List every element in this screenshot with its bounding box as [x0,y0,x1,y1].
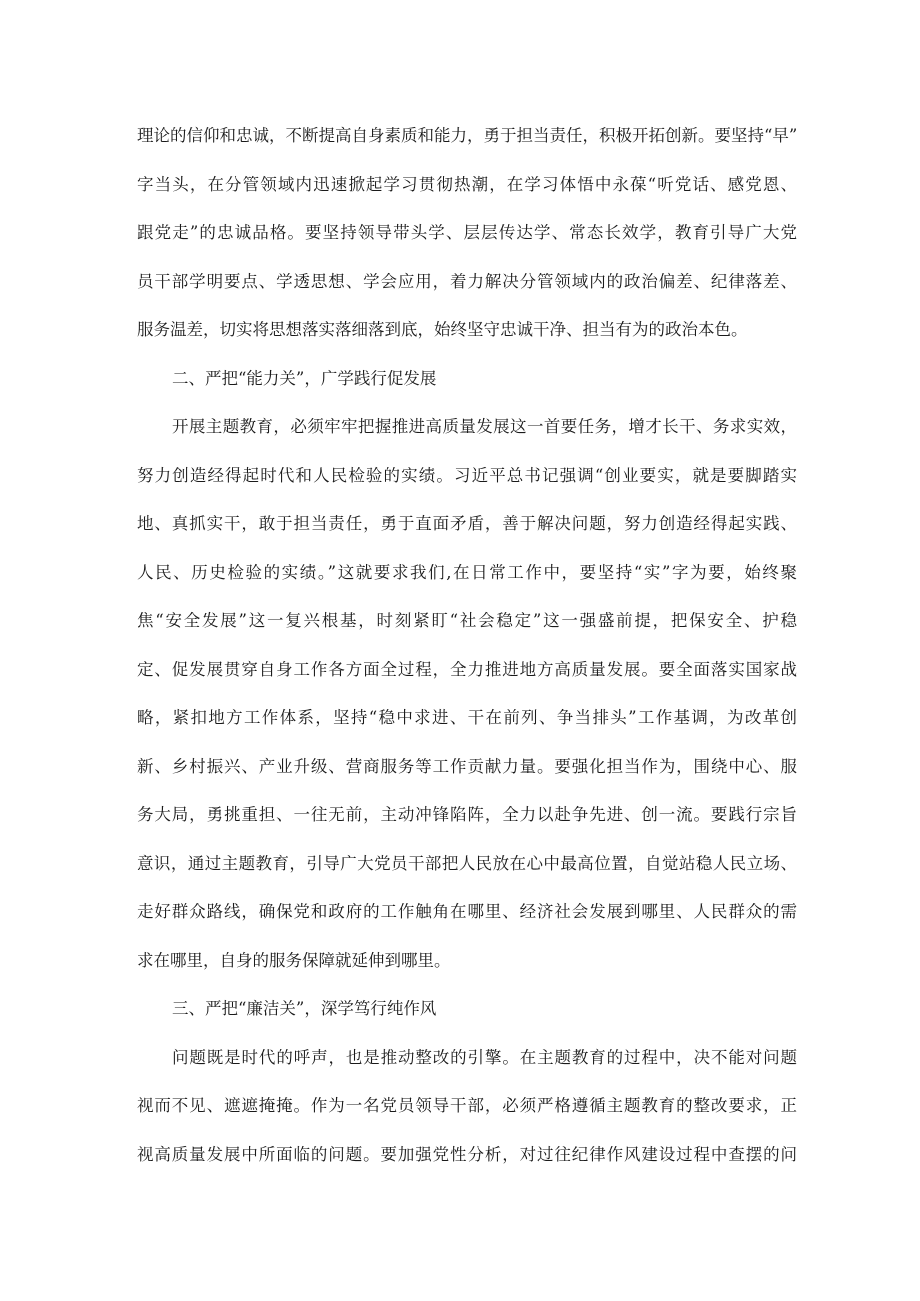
paragraph-line: 视而不见、遮遮掩掩。作为一名党员领导干部，必须严格遵循主题教育的整改要求，正 [137,1096,797,1115]
paragraph-line: 问题既是时代的呼声，也是推动整改的引擎。在主题教育的过程中，决不能对问题 [172,1047,797,1067]
document-body [137,112,797,1179]
paragraph-line: 求在哪里，自身的服务保障就延伸到哪里。 [137,950,451,970]
paragraph-line: 人民、历史检验的实绩。”这就要求我们,在日常工作中，要坚持“实”字为要，始终聚 [137,562,797,582]
section-heading: 二、严把“能力关”，广学践行促发展 [172,368,437,388]
paragraph-line: 焦“安全发展”这一复兴根基，时刻紧盯“社会稳定”这一强盛前提，把保安全、护稳 [137,611,797,630]
paragraph-line: 服务温差，切实将思想落实落细落到底，始终坚守忠诚干净、担当有为的政治本色。 [137,320,748,339]
paragraph-line: 努力创造经得起时代和人民检验的实绩。习近平总书记强调“创业要实，就是要脚踏实 [137,465,797,485]
paragraph-line: 字当头，在分管领域内迅速掀起学习贯彻热潮，在学习体悟中永葆“听党话、感党恩、 [137,174,797,194]
paragraph-line: 新、乡村振兴、产业升级、营商服务等工作贡献力量。要强化担当作为，围绕中心、服 [137,756,797,776]
section-heading: 三、严把“廉洁关”，深学笃行纯作风 [172,999,437,1018]
paragraph-line: 理论的信仰和忠诚，不断提高自身素质和能力，勇于担当责任，积极开拓创新。要坚持“早” [137,126,797,145]
paragraph-line: 略，紧扣地方工作体系，坚持“稳中求进、干在前列、争当排头”工作基调，为改革创 [137,708,797,727]
paragraph-line: 意识，通过主题教育，引导广大党员干部把人民放在心中最高位置，自觉站稳人民立场、 [137,853,797,873]
paragraph-line: 务大局，勇挑重担、一往无前，主动冲锋陷阵，全力以赴争先进、创一流。要践行宗旨 [137,805,797,824]
paragraph-line: 走好群众路线，确保党和政府的工作触角在哪里、经济社会发展到哪里、人民群众的需 [137,902,797,921]
paragraph-line: 跟党走”的忠诚品格。要坚持领导带头学、层层传达学、常态长效学，教育引导广大党 [137,223,797,242]
paragraph-line: 定、促发展贯穿自身工作各方面全过程，全力推进地方高质量发展。要全面落实国家战 [137,659,797,679]
paragraph-line: 员干部学明要点、学透思想、学会应用，着力解决分管领域内的政治偏差、纪律落差、 [137,271,797,291]
paragraph-line: 开展主题教育，必须牢牢把握推进高质量发展这一首要任务，增才长干、务求实效， [172,417,797,436]
paragraph-line: 视高质量发展中所面临的问题。要加强党性分析，对过往纪律作风建设过程中查摆的问 [137,1144,797,1164]
paragraph-line: 地、真抓实干，敢于担当责任，勇于直面矛盾，善于解决问题，努力创造经得起实践、 [137,514,797,533]
